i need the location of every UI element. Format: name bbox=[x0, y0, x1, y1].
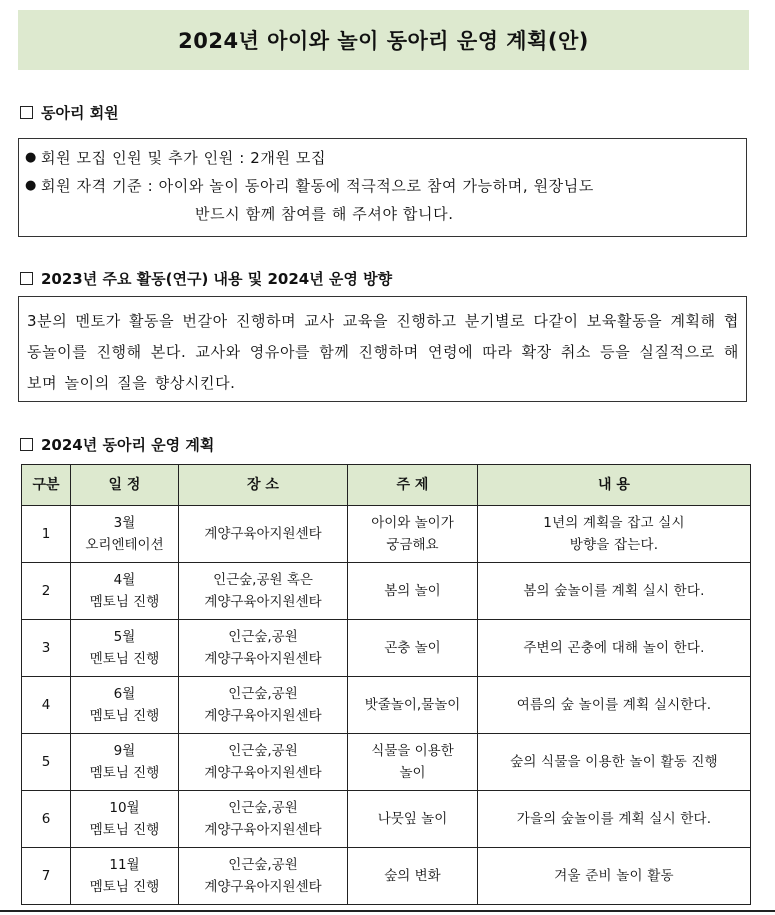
place-line: 인근숲,공원 bbox=[228, 686, 298, 702]
content-cell bbox=[478, 620, 751, 677]
place-line: 계양구육아지원센타 bbox=[204, 594, 322, 610]
row-number-line: 6 bbox=[41, 811, 51, 827]
row-number-cell bbox=[22, 791, 71, 848]
row-number-line: 4 bbox=[41, 697, 51, 713]
header-cell: 주 제 bbox=[348, 465, 478, 506]
table-row bbox=[22, 563, 751, 620]
place-line: 인근숲,공원 bbox=[228, 743, 298, 759]
place-cell bbox=[179, 506, 348, 563]
table-row bbox=[22, 848, 751, 905]
content-cell bbox=[478, 734, 751, 791]
content-line: 여름의 숲 놀이를 계획 실시한다. bbox=[516, 697, 712, 713]
table-row bbox=[22, 620, 751, 677]
document-title-bar bbox=[18, 10, 749, 70]
topic-cell bbox=[348, 791, 478, 848]
topic-cell bbox=[348, 734, 478, 791]
table-header-row bbox=[22, 465, 751, 506]
content-line: 겨울 준비 놀이 활동 bbox=[554, 868, 674, 884]
content-cell bbox=[478, 848, 751, 905]
bullet-continuation: 반드시 함께 참여를 해 주셔야 합니다. bbox=[195, 205, 454, 223]
content-line: 봄의 숲놀이를 계획 실시 한다. bbox=[523, 583, 705, 599]
header-cell: 내 용 bbox=[478, 465, 751, 506]
place-line: 인근숲,공원 혹은 bbox=[213, 572, 313, 588]
table-row bbox=[22, 677, 751, 734]
place-line: 계양구육아지원센타 bbox=[204, 526, 322, 542]
row-number-cell bbox=[22, 848, 71, 905]
bullet-icon: ● bbox=[25, 150, 37, 165]
topic-cell bbox=[348, 506, 478, 563]
schedule-line: 6월 bbox=[113, 686, 136, 702]
checkbox-icon bbox=[20, 106, 33, 119]
topic-line: 아이와 놀이가 bbox=[371, 515, 454, 531]
section-heading-review bbox=[20, 268, 392, 289]
place-cell bbox=[179, 620, 348, 677]
table-row bbox=[22, 506, 751, 563]
schedule-cell bbox=[71, 620, 179, 677]
topic-line: 놀이 bbox=[399, 765, 426, 781]
schedule-line: 멤토님 진행 bbox=[89, 822, 160, 838]
checkbox-icon bbox=[20, 438, 33, 451]
topic-cell bbox=[348, 563, 478, 620]
row-number-cell bbox=[22, 506, 71, 563]
place-cell bbox=[179, 791, 348, 848]
document-title: 2024년 아이와 놀이 동아리 운영 계획(안) bbox=[178, 29, 589, 53]
row-number-cell bbox=[22, 620, 71, 677]
content-line: 1년의 계획을 잡고 실시 bbox=[543, 515, 685, 531]
schedule-line: 멘토님 진행 bbox=[89, 651, 160, 667]
topic-line: 식물을 이용한 bbox=[371, 743, 454, 759]
place-cell bbox=[179, 848, 348, 905]
topic-cell bbox=[348, 620, 478, 677]
place-line: 계양구육아지원센타 bbox=[204, 822, 322, 838]
row-number-cell bbox=[22, 677, 71, 734]
topic-cell bbox=[348, 677, 478, 734]
content-line: 가을의 숲놀이를 계획 실시 한다. bbox=[516, 811, 712, 827]
row-number-cell bbox=[22, 563, 71, 620]
schedule-line: 멤토님 진행 bbox=[89, 765, 160, 781]
topic-line: 숲의 변화 bbox=[384, 868, 441, 884]
place-line: 계양구육아지원센타 bbox=[204, 765, 322, 781]
schedule-line: 3월 bbox=[113, 515, 136, 531]
schedule-cell bbox=[71, 791, 179, 848]
schedule-line: 4월 bbox=[113, 572, 136, 588]
place-cell bbox=[179, 563, 348, 620]
section-heading-members bbox=[20, 102, 119, 123]
row-number-line: 3 bbox=[41, 640, 51, 656]
schedule-line: 5월 bbox=[113, 629, 136, 645]
place-line: 계양구육아지원센타 bbox=[204, 651, 322, 667]
content-cell bbox=[478, 791, 751, 848]
bullet-icon: ● bbox=[25, 178, 37, 193]
place-line: 인근숲,공원 bbox=[228, 800, 298, 816]
schedule-cell bbox=[71, 677, 179, 734]
topic-line: 밧줄놀이,물놀이 bbox=[364, 697, 461, 713]
schedule-line: 멤토님 진행 bbox=[89, 708, 160, 724]
topic-line: 궁금해요 bbox=[386, 537, 439, 553]
schedule-line: 9월 bbox=[113, 743, 136, 759]
checkbox-icon bbox=[20, 272, 33, 285]
place-line: 인근숲,공원 bbox=[228, 629, 298, 645]
topic-line: 봄의 놀이 bbox=[384, 583, 441, 599]
schedule-line: 10월 bbox=[109, 800, 140, 816]
content-line: 숲의 식물을 이용한 놀이 활동 진행 bbox=[510, 754, 718, 770]
schedule-cell bbox=[71, 563, 179, 620]
section-heading-text: 2023년 주요 활동(연구) 내용 및 2024년 운영 방향 bbox=[41, 270, 393, 288]
schedule-line: 멤토님 진행 bbox=[89, 594, 160, 610]
members-box bbox=[18, 138, 747, 237]
content-line: 방향을 잡는다. bbox=[569, 537, 659, 553]
content-cell bbox=[478, 563, 751, 620]
table-row bbox=[22, 791, 751, 848]
schedule-cell bbox=[71, 734, 179, 791]
bullet-item bbox=[25, 172, 738, 200]
table-row bbox=[22, 734, 751, 791]
schedule-line: 오리엔테이션 bbox=[85, 537, 164, 553]
row-number-line: 5 bbox=[41, 754, 51, 770]
schedule-table bbox=[21, 464, 751, 905]
topic-line: 나뭇잎 놀이 bbox=[377, 811, 448, 827]
topic-line: 곤충 놀이 bbox=[384, 640, 441, 656]
header-cell: 일 정 bbox=[71, 465, 179, 506]
content-line: 주변의 곤충에 대해 놀이 한다. bbox=[523, 640, 705, 656]
page-bottom-rule bbox=[0, 910, 775, 912]
schedule-line: 11월 bbox=[109, 857, 140, 873]
bullet-text: 회원 모집 인원 및 추가 인원 : 2개원 모집 bbox=[41, 149, 327, 167]
section-heading-schedule bbox=[20, 434, 214, 455]
place-cell bbox=[179, 677, 348, 734]
place-line: 인근숲,공원 bbox=[228, 857, 298, 873]
row-number-line: 2 bbox=[41, 583, 51, 599]
bullet-text: 회원 자격 기준 : 아이와 놀이 동아리 활동에 적극적으로 참여 가능하며, 원장님도 bbox=[41, 177, 594, 195]
row-number-line: 7 bbox=[41, 868, 51, 884]
place-line: 계양구육아지원센타 bbox=[204, 879, 322, 895]
content-cell bbox=[478, 506, 751, 563]
schedule-cell bbox=[71, 506, 179, 563]
row-number-cell bbox=[22, 734, 71, 791]
header-cell: 구분 bbox=[22, 465, 71, 506]
content-cell bbox=[478, 677, 751, 734]
bullet-item bbox=[25, 144, 738, 172]
schedule-cell bbox=[71, 848, 179, 905]
section-heading-text: 동아리 회원 bbox=[41, 104, 119, 122]
review-body: 3분의 멘토가 활동을 번갈아 진행하며 교사 교육을 진행하고 분기별로 다같이 보육활동을 계획해 협동놀이를 진행해 본다. 교사와 영유아를 함께 진행하며 연령에 따라 확장 취소 등을 실질적으로 해 보며 놀이의 질을 향상시킨다. bbox=[27, 312, 739, 392]
section-heading-text: 2024년 동아리 운영 계획 bbox=[41, 436, 215, 454]
topic-cell bbox=[348, 848, 478, 905]
header-cell: 장 소 bbox=[179, 465, 348, 506]
place-line: 계양구육아지원센타 bbox=[204, 708, 322, 724]
place-cell bbox=[179, 734, 348, 791]
review-box bbox=[18, 296, 747, 402]
row-number-line: 1 bbox=[41, 526, 51, 542]
schedule-line: 멤토님 진행 bbox=[89, 879, 160, 895]
